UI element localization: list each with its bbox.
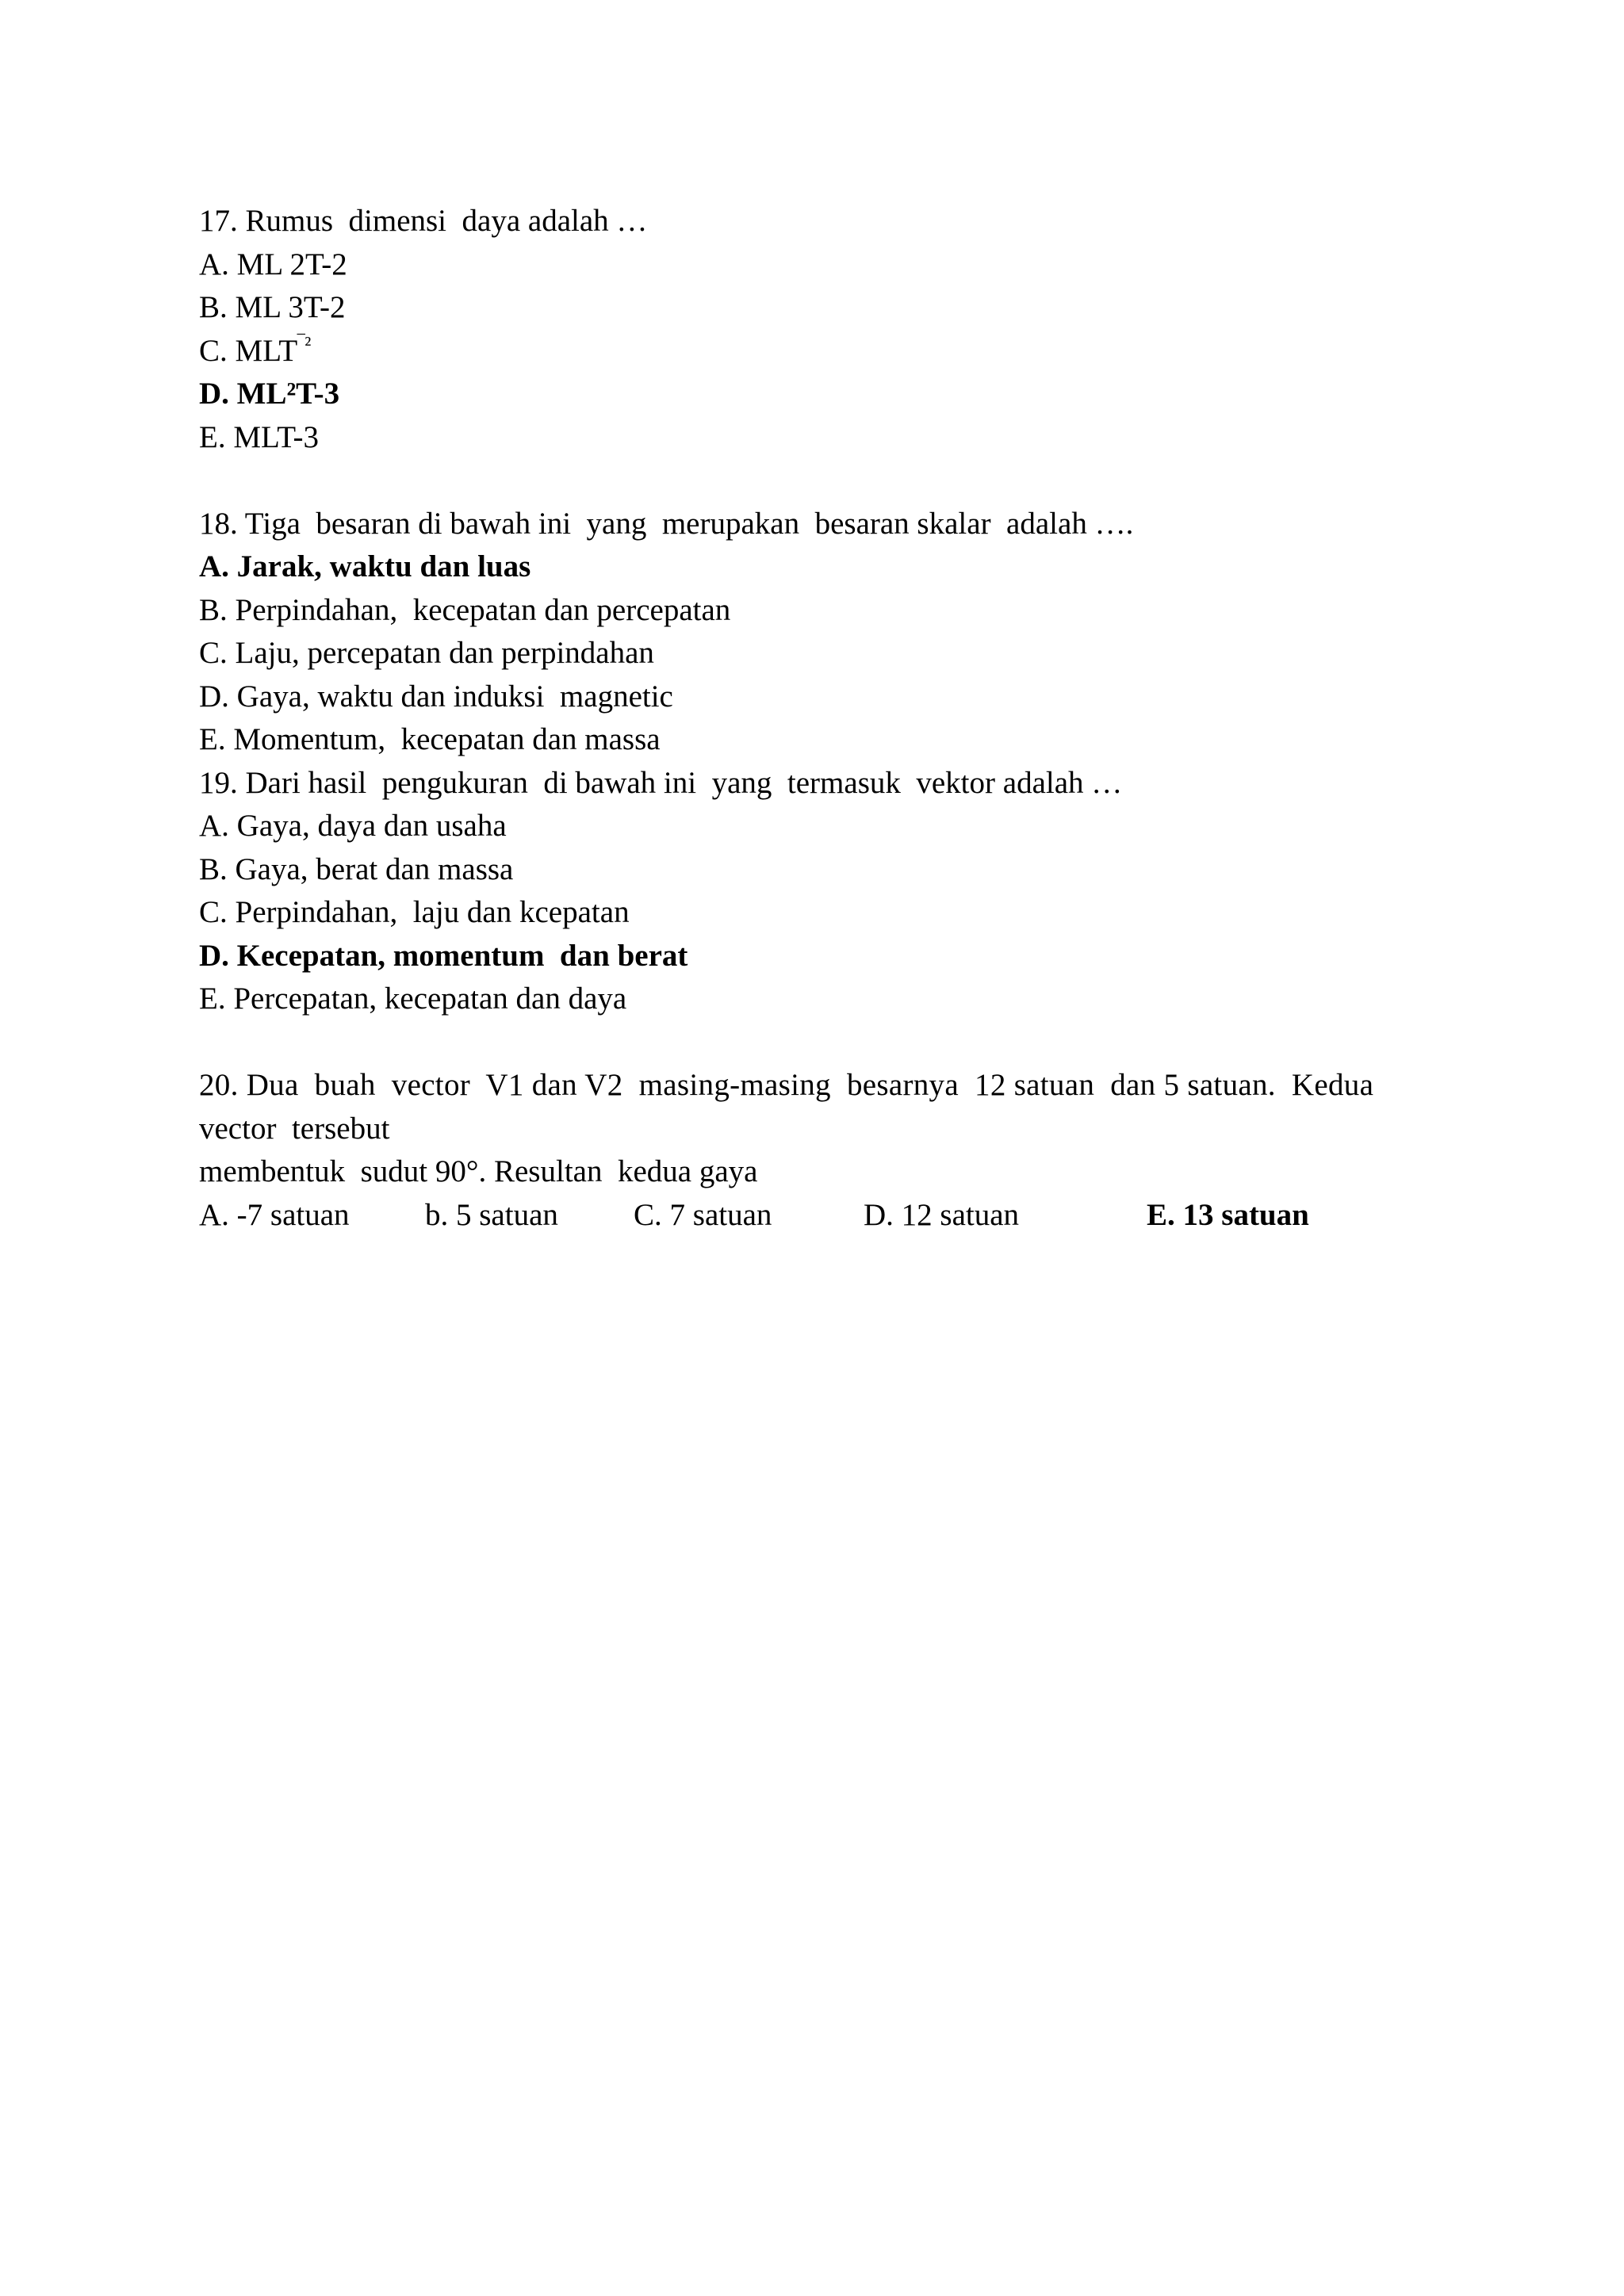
question-19 bbox=[199, 762, 1420, 1021]
question-text: 18. Tiga besaran di bawah ini yang merupakan besaran skalar adalah …. bbox=[199, 506, 1134, 541]
question-17 bbox=[199, 200, 1420, 459]
option-a: A. Gaya, daya dan usaha bbox=[199, 809, 507, 843]
question-text-line-1: 20. Dua buah vector V1 dan V2 masing-masing besarnya 12 satuan dan 5 satuan. Kedua bbox=[199, 1068, 1374, 1102]
option-c-superscript: ‾² bbox=[297, 331, 312, 356]
option-e: E. MLT-3 bbox=[199, 419, 319, 454]
option-b: B. Perpindahan, kecepatan dan percepatan bbox=[199, 592, 731, 627]
option-d: D. Gaya, waktu dan induksi magnetic bbox=[199, 679, 673, 714]
option-a: A. ML 2T-2 bbox=[199, 247, 347, 281]
option-d-correct: D. ML²T-3 bbox=[199, 377, 340, 411]
option-c bbox=[199, 330, 1420, 373]
option-e: E. Momentum, kecepatan dan massa bbox=[199, 722, 661, 756]
option-c: C. Laju, percepatan dan perpindahan bbox=[199, 636, 654, 670]
option-c: C. 7 satuan bbox=[634, 1197, 772, 1232]
question-list bbox=[199, 200, 1420, 1237]
option-a-correct: A. Jarak, waktu dan luas bbox=[199, 549, 531, 584]
option-d-correct: D. Kecepatan, momentum dan berat bbox=[199, 938, 688, 973]
option-d: D. 12 satuan bbox=[864, 1197, 1020, 1232]
option-b: b. 5 satuan bbox=[425, 1197, 558, 1232]
question-text-line-2: vector tersebut bbox=[199, 1111, 390, 1146]
question-text: 17. Rumus dimensi daya adalah … bbox=[199, 204, 648, 238]
option-c: C. Perpindahan, laju dan kcepatan bbox=[199, 895, 630, 929]
option-e-correct: E. 13 satuan bbox=[1147, 1197, 1309, 1232]
question-18 bbox=[199, 503, 1420, 762]
question-text-line-3: membentuk sudut 90°. Resultan kedua gaya bbox=[199, 1154, 758, 1188]
answer-options-row bbox=[199, 1194, 1420, 1238]
question-20 bbox=[199, 1064, 1420, 1237]
option-e: E. Percepatan, kecepatan dan daya bbox=[199, 982, 627, 1016]
option-a: A. -7 satuan bbox=[199, 1197, 350, 1232]
option-c-base: C. MLT bbox=[199, 333, 298, 368]
question-text: 19. Dari hasil pengukuran di bawah ini yang termasuk vektor adalah … bbox=[199, 765, 1123, 800]
spacer bbox=[199, 459, 1420, 503]
option-b: B. ML 3T-2 bbox=[199, 290, 346, 324]
option-b: B. Gaya, berat dan massa bbox=[199, 851, 514, 886]
spacer bbox=[199, 1021, 1420, 1065]
